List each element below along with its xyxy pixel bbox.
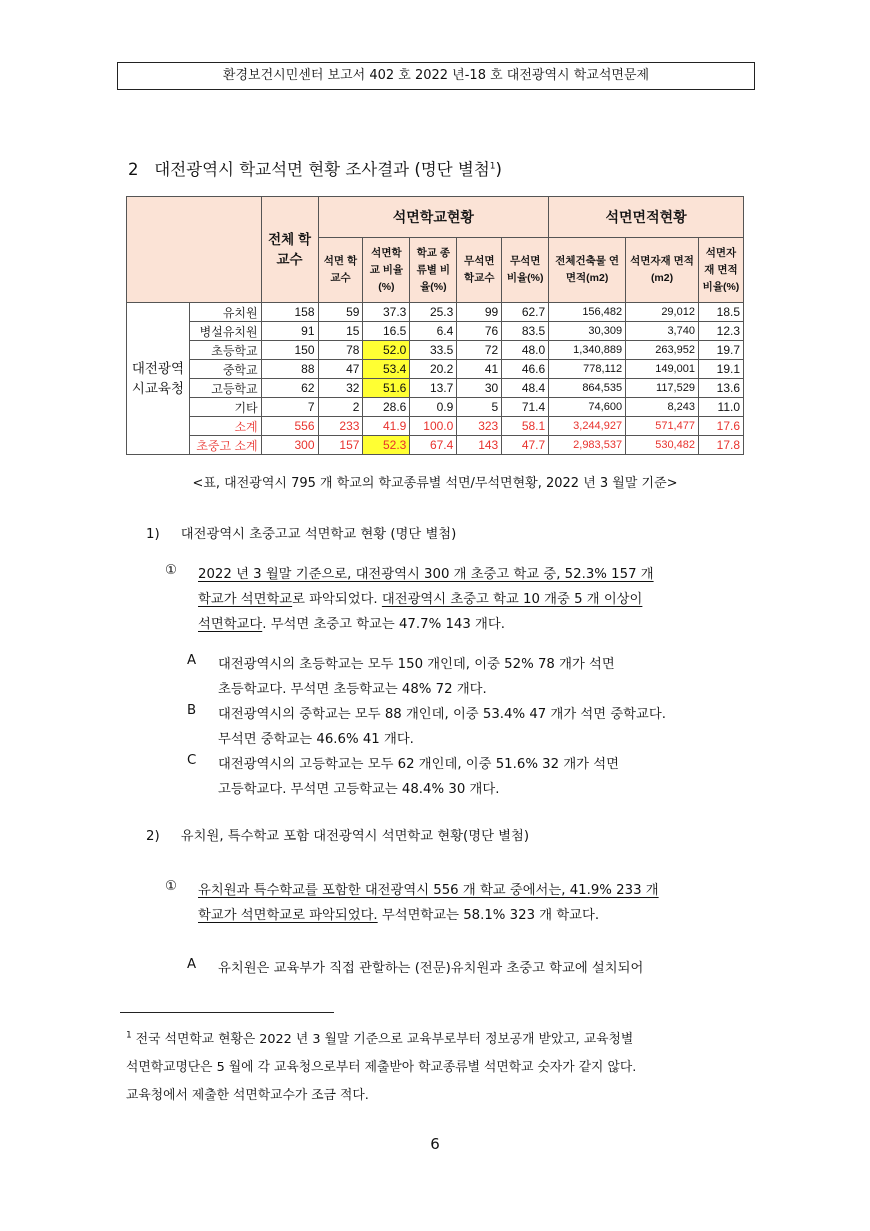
value-cell: 6.4 (410, 322, 457, 341)
value-cell: 300 (261, 436, 318, 455)
value-cell: 32 (318, 379, 363, 398)
value-cell: 3,740 (626, 322, 699, 341)
table-corner (127, 197, 262, 303)
sub-header: 석면자재 면적(m2) (626, 238, 699, 303)
list-label: A (187, 957, 197, 972)
page-header: 환경보건시민센터 보고서 402 호 2022 년-18 호 대전광역시 학교석면문제 (117, 62, 755, 90)
value-cell: 156,482 (549, 303, 626, 322)
list-item: 대전광역시의 고등학교는 모두 62 개인데, 이중 51.6% 32 개가 석면 (218, 757, 619, 772)
section-title-close: ) (495, 160, 502, 179)
category-cell: 고등학교 (189, 379, 261, 398)
value-cell: 571,477 (626, 417, 699, 436)
value-cell: 59 (318, 303, 363, 322)
table-row (127, 398, 744, 417)
sub-header: 무석면 비율(%) (502, 238, 549, 303)
paragraph-line: 석면학교다. 무석면 초중고 학교는 47.7% 143 개다. (198, 617, 505, 632)
value-cell: 556 (261, 417, 318, 436)
value-cell: 30 (457, 379, 502, 398)
page-number: 6 (430, 1135, 440, 1153)
value-cell: 2 (318, 398, 363, 417)
category-cell: 기타 (189, 398, 261, 417)
value-cell: 58.1 (502, 417, 549, 436)
circled-marker: ① (165, 879, 177, 894)
value-cell: 51.6 (363, 379, 410, 398)
table-caption: <표, 대전광역시 795 개 학교의 학교종류별 석면/무석면현황, 2022 년 3 월말 기준> (192, 476, 678, 491)
table-row (127, 379, 744, 398)
value-cell: 17.6 (698, 417, 743, 436)
header-asbestos-school: 석면학교현황 (318, 197, 549, 238)
value-cell: 1,340,889 (549, 341, 626, 360)
sub-header: 석면학교 비율(%) (363, 238, 410, 303)
category-cell: 병설유치원 (189, 322, 261, 341)
table-row (127, 436, 744, 455)
value-cell: 83.5 (502, 322, 549, 341)
list-item: 대전광역시의 중학교는 모두 88 개인데, 이중 53.4% 47 개가 석면 중학교다. (218, 707, 666, 722)
subsection-1-title: 1) 대전광역시 초중고교 석면학교 현황 (명단 별첨) (146, 527, 457, 542)
value-cell: 62.7 (502, 303, 549, 322)
value-cell: 25.3 (410, 303, 457, 322)
footnote-divider (120, 1012, 334, 1013)
value-cell: 99 (457, 303, 502, 322)
value-cell: 29,012 (626, 303, 699, 322)
value-cell: 778,112 (549, 360, 626, 379)
sub-header: 무석면 학교수 (457, 238, 502, 303)
value-cell: 76 (457, 322, 502, 341)
circled-marker: ① (165, 563, 177, 578)
value-cell: 53.4 (363, 360, 410, 379)
value-cell: 67.4 (410, 436, 457, 455)
section-title (128, 156, 502, 180)
paragraph-line: 유치원과 특수학교를 포함한 대전광역시 556 개 학교 중에서는, 41.9% 233 개 (198, 883, 659, 898)
list-item: 대전광역시의 초등학교는 모두 150 개인데, 이중 52% 78 개가 석면 (218, 657, 615, 672)
list-label: A (187, 653, 197, 668)
value-cell: 7 (261, 398, 318, 417)
value-cell: 100.0 (410, 417, 457, 436)
list-item: 초등학교다. 무석면 초등학교는 48% 72 개다. (218, 682, 487, 697)
footnote-line: $^1$ 전국 석면학교 현황은 2022 년 3 월말 기준으로 교육부로부터 정보공개 받았고, 교육청별 (126, 1030, 634, 1047)
value-cell: 157 (318, 436, 363, 455)
value-cell: 13.7 (410, 379, 457, 398)
value-cell: 11.0 (698, 398, 743, 417)
value-cell: 323 (457, 417, 502, 436)
header-asbestos-area: 석면면적현황 (549, 197, 744, 238)
category-cell: 중학교 (189, 360, 261, 379)
value-cell: 15 (318, 322, 363, 341)
paragraph-line: 2022 년 3 월말 기준으로, 대전광역시 300 개 초중고 학교 중, 52.3% 157 개 (198, 567, 654, 582)
value-cell: 0.9 (410, 398, 457, 417)
value-cell: 71.4 (502, 398, 549, 417)
value-cell: 5 (457, 398, 502, 417)
value-cell: 30,309 (549, 322, 626, 341)
value-cell: 149,001 (626, 360, 699, 379)
value-cell: 33.5 (410, 341, 457, 360)
section-number: 2 (128, 160, 139, 179)
table-row (127, 360, 744, 379)
value-cell: 143 (457, 436, 502, 455)
value-cell: 41.9 (363, 417, 410, 436)
footnote-line: 석면학교명단은 5 월에 각 교육청으로부터 제출받아 학교종류별 석면학교 숫자가 같지 않다. (126, 1060, 637, 1075)
value-cell: 37.3 (363, 303, 410, 322)
value-cell: 47 (318, 360, 363, 379)
category-cell: 초등학교 (189, 341, 261, 360)
value-cell: 233 (318, 417, 363, 436)
category-cell: 유치원 (189, 303, 261, 322)
value-cell: 62 (261, 379, 318, 398)
org-cell: 대전광역 시교육청 (127, 303, 190, 455)
value-cell: 530,482 (626, 436, 699, 455)
value-cell: 28.6 (363, 398, 410, 417)
paragraph-line: 학교가 석면학교로 파악되었다. 대전광역시 초중고 학교 10 개중 5 개 이상이 (198, 592, 643, 607)
value-cell: 52.0 (363, 341, 410, 360)
sub-header: 석면자재 면적 비율(%) (698, 238, 743, 303)
value-cell: 19.7 (698, 341, 743, 360)
section-title-text: 대전광역시 학교석면 현황 조사결과 (명단 별첨 (154, 160, 490, 179)
value-cell: 263,952 (626, 341, 699, 360)
header-total: 전체 학교수 (261, 197, 318, 303)
sub-header: 석면 학교수 (318, 238, 363, 303)
value-cell: 78 (318, 341, 363, 360)
list-item: 무석면 중학교는 46.6% 41 개다. (218, 732, 414, 747)
subsection-2-title: 2) 유치원, 특수학교 포함 대전광역시 석면학교 현황(명단 별첨) (146, 829, 530, 844)
list-item: 고등학교다. 무석면 고등학교는 48.4% 30 개다. (218, 782, 500, 797)
value-cell: 3,244,927 (549, 417, 626, 436)
value-cell: 2,983,537 (549, 436, 626, 455)
table-row (127, 341, 744, 360)
value-cell: 150 (261, 341, 318, 360)
table-row (127, 417, 744, 436)
sub-header: 전체건축물 연면적(m2) (549, 238, 626, 303)
list-label: B (187, 703, 197, 718)
category-cell: 초중고 소계 (189, 436, 261, 455)
value-cell: 20.2 (410, 360, 457, 379)
paragraph-line: 학교가 석면학교로 파악되었다. 무석면학교는 58.1% 323 개 학교다. (198, 908, 600, 923)
asbestos-status-table (126, 196, 744, 455)
list-item: 유치원은 교육부가 직접 관할하는 (전문)유치원과 초중고 학교에 설치되어 (218, 961, 644, 976)
value-cell: 864,535 (549, 379, 626, 398)
value-cell: 41 (457, 360, 502, 379)
value-cell: 117,529 (626, 379, 699, 398)
table-row (127, 322, 744, 341)
value-cell: 47.7 (502, 436, 549, 455)
value-cell: 19.1 (698, 360, 743, 379)
value-cell: 17.8 (698, 436, 743, 455)
value-cell: 46.6 (502, 360, 549, 379)
value-cell: 12.3 (698, 322, 743, 341)
value-cell: 52.3 (363, 436, 410, 455)
value-cell: 74,600 (549, 398, 626, 417)
value-cell: 48.0 (502, 341, 549, 360)
footnote-ref: 1 (489, 161, 496, 172)
value-cell: 8,243 (626, 398, 699, 417)
value-cell: 91 (261, 322, 318, 341)
value-cell: 18.5 (698, 303, 743, 322)
table-row (127, 303, 744, 322)
value-cell: 48.4 (502, 379, 549, 398)
value-cell: 72 (457, 341, 502, 360)
footnote-line: 교육청에서 제출한 석면학교수가 조금 적다. (126, 1088, 369, 1103)
list-label: C (187, 753, 197, 768)
value-cell: 13.6 (698, 379, 743, 398)
value-cell: 16.5 (363, 322, 410, 341)
sub-header: 학교 종류별 비율(%) (410, 238, 457, 303)
value-cell: 88 (261, 360, 318, 379)
category-cell: 소계 (189, 417, 261, 436)
value-cell: 158 (261, 303, 318, 322)
